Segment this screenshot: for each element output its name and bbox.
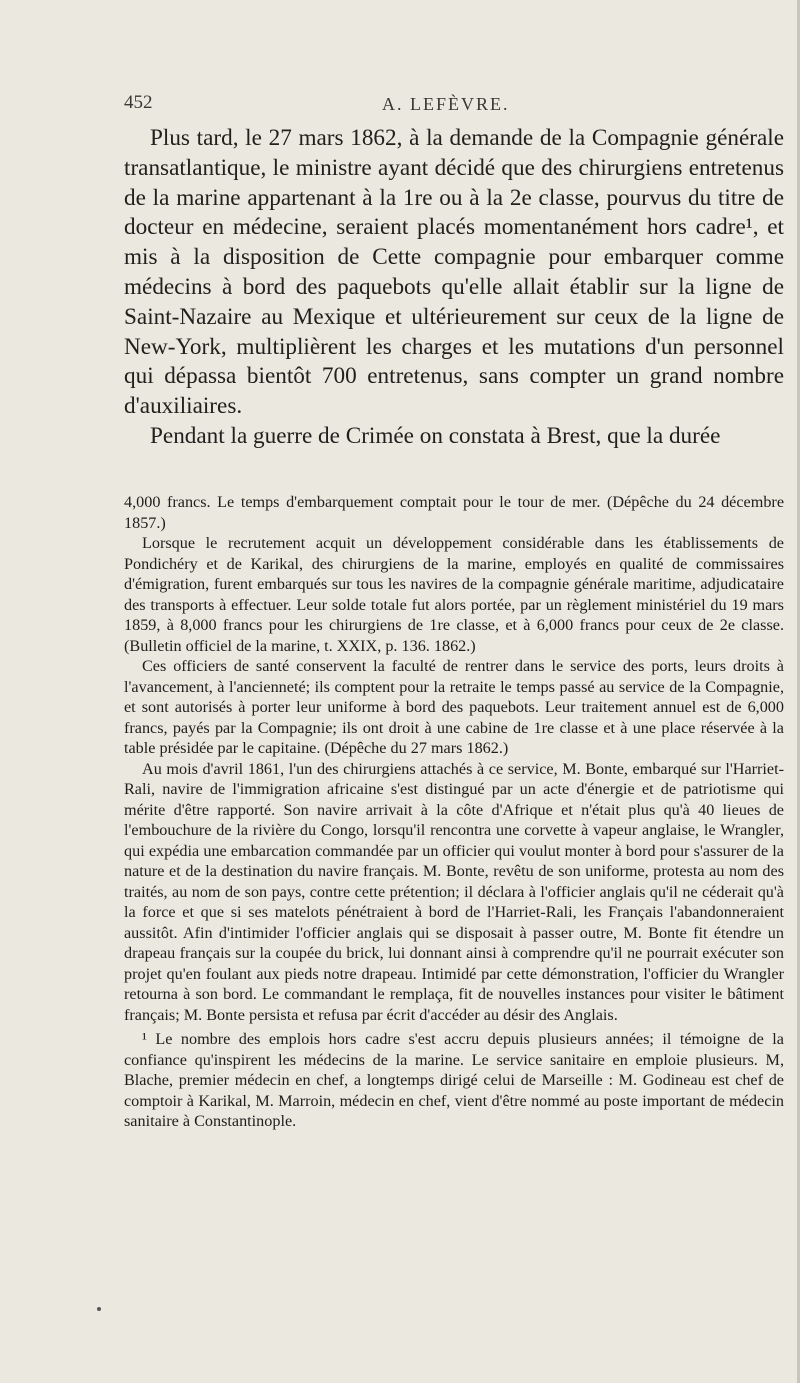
note-paragraph: 4,000 francs. Le temps d'embarquement comptait pour le tour de mer. (Dépêche du 24 décembre 1857.)	[124, 493, 784, 532]
page-header	[124, 92, 784, 120]
note-paragraph: Au mois d'avril 1861, l'un des chirurgiens attachés à ce service, M. Bonte, embarqué sur l'Harriet-Rali, navire de l'immigration africaine s'est distingué par un acte d'énergie et de patriotisme qui mérite d'être rapporté. Son navire arrivait à la côte d'Afrique et n'était plus qu'à 40 lieues de l'embouchure de la rivière du Congo, lorsqu'il rencontra une corvette à vapeur anglaise, le Wrangler, qui expédia une embarcation commandée par un officier qui voulut monter à bord pour s'assurer de la nature et de la destination du navire français. M. Bonte, revêtu de son uniforme, protesta au nom des traités, au nom de son pays, contre cette prétention; il déclara à l'officier anglais qu'il ne céderait qu'à la force et que si ses matelots pénétraient à bord de l'Harriet-Rali, les Français l'abandonneraient aussitôt. Afin d'intimider l'officier anglais qui se disposait à passer outre, M. Bonte fit étendre un drapeau français sur la coupée du brick, lui donnant ainsi à comprendre qu'il ne pourrait exécuter son projet qu'en foulant aux pieds notre drapeau. Intimidé par cette démonstration, l'officier du Wrangler retourna à son bord. Le commandant le remplaça, fit de nouvelles instances pour visiter le bâtiment français; M. Bonte persista et refusa par écrit d'accéder au désir des Anglais.	[124, 759, 784, 1024]
footnote: ¹ Le nombre des emplois hors cadre s'est accru depuis plusieurs années; il témoigne de la confiance qu'inspirent les médecins de la marine. Le service sanitaire en emploie plusieurs. M, Blache, premier médecin en chef, a longtemps dirigé celui de Marseille : M. Godineau est chef de comptoir à Karikal, M. Marroin, médecin en chef, vient d'être nommé au poste important de médecin sanitaire à Constantinople.	[124, 1030, 784, 1130]
note-paragraph: Lorsque le recrutement acquit un développement considérable dans les établissements de Pondichéry et de Karikal, des chirurgiens de la marine, employés en qualité de commissaires d'émigration, furent embarqués sur tous les navires de la compagnie générale maritime, adjudicataire des transports à effectuer. Leur solde totale fut alors portée, par un règlement ministériel du 19 mars 1859, à 8,000 francs pour les chirurgiens de 1re classe, et à 6,000 francs pour ceux de 2e classe. (Bulletin officiel de la marine, t. XXIX, p. 136. 1862.)	[124, 534, 784, 655]
main-text	[124, 124, 784, 452]
main-paragraph: Plus tard, le 27 mars 1862, à la demande de la Compagnie générale transatlantique, le ministre ayant décidé que des chirurgiens entretenus de la marine appartenant à la 1re ou à la 2e classe, pourvus du titre de docteur en médecine, seraient placés momentanément hors cadre¹, et mis à la disposition de Cette compagnie pour embarquer comme médecins à bord des paquebots qu'elle allait établir sur la ligne de Saint-Nazaire au Mexique et ultérieurement sur ceux de la ligne de New-York, multiplièrent les charges et les mutations d'un personnel qui dépassa bientôt 700 entretenus, sans compter un grand nombre d'auxiliaires.	[124, 125, 784, 420]
notes-block	[124, 492, 784, 1132]
page-number: 452	[124, 92, 153, 113]
main-paragraph: Pendant la guerre de Crimée on constata à Brest, que la durée	[150, 422, 721, 449]
running-head: A. LEFÈVRE.	[382, 94, 510, 114]
ink-speck	[97, 1307, 101, 1311]
note-paragraph: Ces officiers de santé conservent la faculté de rentrer dans le service des ports, leurs droits à l'avancement, à l'ancienneté; ils comptent pour la retraite le temps passé au service de la Compagnie, et sont autorisés à porter leur uniforme à bord des paquebots. Leur traitement annuel est de 6,000 francs, payés par la Compagnie; ils ont droit à une cabine de 1re classe et à une place réservée à la table présidée par le capitaine. (Dépêche du 27 mars 1862.)	[124, 657, 784, 757]
